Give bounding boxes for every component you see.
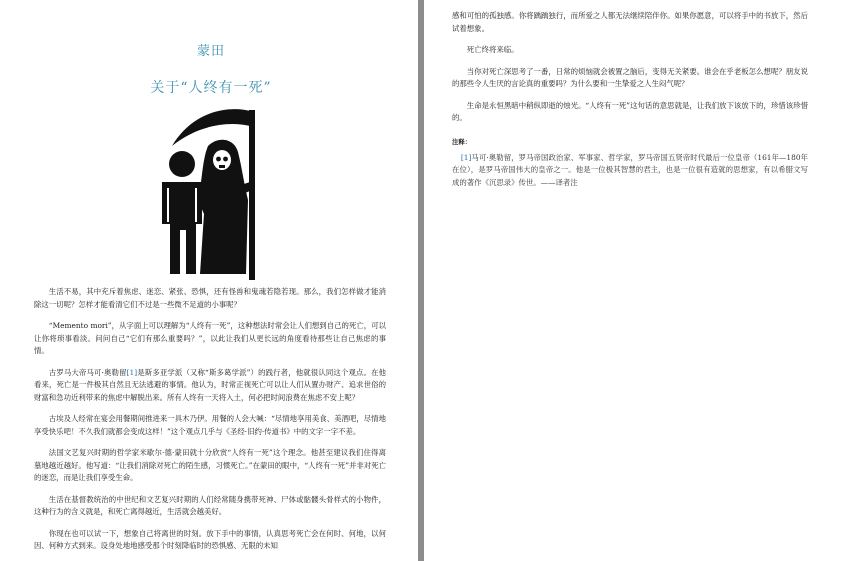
paragraph-text: 是斯多亚学派（又称“斯多葛学派”）的践行者，他就很认同这个观点。在他看来，死亡是一件极其自然且无法逃避的事情。他认为，时常正视死亡可以让人们从置办财产、追求世俗的财富和急功近利带来的焦虑中解脱出来。所有人终有一天将入土，何必把时间浪费在焦虑不安上呢？ [34, 367, 386, 402]
paragraph: “Memento mori”，从字面上可以理解为“人终有一死”，这种想法时常会让人们想到自己的死亡，可以让你将琐事看淡。问问自己“它们有那么重要吗？”，以此让我们从更长远的角度看待那些让自己焦虑的事情。 [34, 321, 386, 355]
paragraph: 生命是永恒黑暗中稍纵即逝的烛光。“人终有一死”这句话的意思就是，让我们放下该放下的，珍惜该珍惜的。 [452, 100, 808, 122]
author-heading: 蒙田 [196, 44, 225, 59]
paragraph: 法国文艺复兴时期的哲学家米歇尔·德·蒙田就十分欣赏“人终有一死”这个理念。他甚至建议我们住得离墓地越近越好。他写道：“让我们消除对死亡的陌生感，习惯死亡。”在蒙田的眼中，“人终有一死”并非对死亡的迷恋，而是让我们享受生命。 [34, 448, 386, 482]
paragraph: 感和可怕的孤独感。你将踽踽独行，而所爱之人都无法继续陪伴你。如果你愿意，可以将手中的书放下，然后试着想象。 [452, 11, 808, 33]
paragraph: 生活不易，其中充斥着焦虑、迷恋、紧张、恐惧，还有怪兽和鬼魂若隐若现。那么，我们怎样做才能消除这一切呢？怎样才能看清它们不过是一些微不足道的小事呢？ [34, 287, 386, 309]
footnote-link[interactable]: [1] [126, 367, 138, 377]
paragraph [34, 367, 386, 405]
footnote-text: 马可·奥勒留，罗马帝国政治家、军事家、哲学家，罗马帝国五贤帝时代最后一位皇帝（161年—180年在位），是罗马帝国伟大的皇帝之一。他是一位极其智慧的君主，也是一位很有造就的思想家，有以希腊文写成的著作《沉思录》传世。——译者注 [452, 152, 808, 187]
paragraph: 死亡终将来临。 [466, 45, 519, 54]
paragraph: 生活在基督教统治的中世纪和文艺复兴时期的人们经常随身携带死神、尸体或骷髅头骨样式的小物件，这种行为的含义就是，和死亡离得越近，生活就会越美好。 [34, 494, 386, 516]
paragraph: 你现在也可以试一下，想象自己将离世的时刻。放下手中的事情，认真思考死亡会在何时、何地，以何因、何种方式到来。设身处地地感受那个时刻降临时的恐惧感、无限的未知 [34, 528, 386, 550]
notes-heading: 注释： [452, 137, 472, 146]
paragraph: 古埃及人经常在宴会用餐期间推进来一具木乃伊。用餐的人会大喊：“尽情地享用美食、美酒吧，尽情地享受快乐吧！不久我们就都会变成这样！”这个观点几乎与《圣经·旧约·传道书》中的文字一字不差。 [34, 414, 386, 436]
grim-reaper-with-person-icon [150, 104, 268, 282]
footnote-link[interactable]: [1] [460, 152, 472, 162]
footnote [452, 152, 808, 190]
paragraph-text: 古罗马大帝马可·奥勒留 [48, 367, 127, 377]
paragraph: 当你对死亡深思考了一番，日常的烦恼就会被置之脑后，变得无关紧要。谁会在乎老板怎么想呢？朋友说的那些令人生厌的言论真的重要吗？为什么要和一生挚爱之人生闷气呢？ [452, 66, 808, 88]
chapter-title: 关于“人终有一死” [150, 80, 272, 96]
left-page [0, 0, 418, 561]
right-page [424, 0, 842, 561]
left-body-text [34, 286, 386, 561]
